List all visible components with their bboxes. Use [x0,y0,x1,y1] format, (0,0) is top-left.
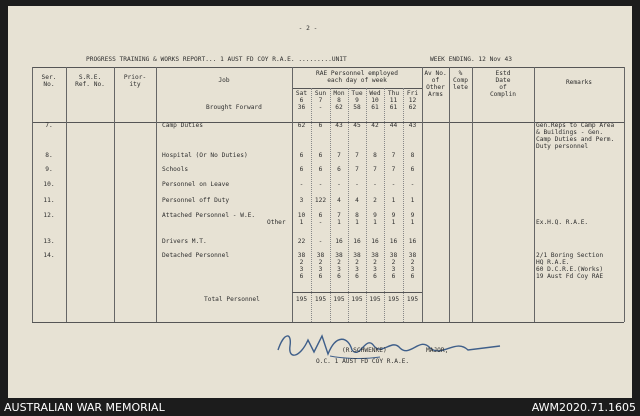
row-day-value: 3 [410,266,415,273]
row-remarks: Camp Duties and Perm. [536,136,615,143]
row-ser-no: 14. [43,252,55,259]
column-divider [624,67,625,322]
row-day-value: 6 [318,212,323,219]
week-ending: WEEK ENDING. 12 Nov 43 [430,56,512,63]
row-job: Personnel off Duty [162,197,230,204]
header-day: 8 [337,97,341,104]
row-day-value: 2 [391,259,396,266]
row-job: Drivers M.T. [162,238,207,245]
signatory-name: (R.SCHWENKE) [342,347,387,354]
header-day: 9 [355,97,359,104]
row-day-value: 16 [389,238,398,245]
header-day: Wed [369,90,381,97]
row-ser-no: 10. [43,181,55,188]
row-job: Attached Personnel - W.E. [162,212,256,219]
row-day-value: 58 [353,104,361,111]
row-day-value: 2 [299,259,304,266]
row-day-value: 42 [371,122,379,129]
row-remarks: 19 Aust Fd Coy RAE [536,273,604,280]
column-divider [114,67,115,322]
header-day: 10 [371,97,379,104]
row-remarks: & Buildings - Gen. [536,129,604,136]
row-day-value: 38 [335,252,343,259]
column-divider [534,67,535,322]
row-day-value: - [355,181,359,188]
total-label: Total Personnel [204,296,260,303]
row-day-value: 1 [355,219,359,226]
row-day-value: 4 [337,197,341,204]
column-divider [156,67,157,322]
header-av-no: of [431,77,440,84]
row-job: Schools [162,166,189,173]
row-remarks: HQ R.A.E. [536,259,570,266]
column-divider [422,67,423,322]
header-day: Sun [314,90,327,97]
row-day-value: 6 [337,166,341,173]
row-day-value: 43 [408,122,417,129]
table-top-rule [32,67,624,68]
row-day-value: - [318,104,323,111]
column-divider [449,67,450,322]
row-day-value: 7 [337,152,341,159]
header-day: Mon [333,90,345,97]
row-job: Personnel on Leave [162,181,230,188]
row-day-value: - [299,181,304,188]
row-day-value: 6 [299,152,304,159]
page-number: - 2 - [298,25,318,32]
row-day-value: 62 [297,122,306,129]
row-day-value: 38 [316,252,325,259]
row-day-value: 6 [410,166,415,173]
header-day: 7 [318,97,323,104]
header-job: Job [218,77,230,84]
header-ser-no: No. [43,81,55,88]
row-day-value: 6 [318,273,323,280]
row-day-value: 8 [355,212,359,219]
row-day-value: 1 [337,219,341,226]
header-percent-complete: % [458,70,463,77]
report-title: PROGRESS TRAINING & WORKS REPORT... 1 AUST FD COY R.A.E. .........UNIT [86,56,347,63]
row-day-value: 9 [410,212,415,219]
header-day: 6 [299,97,304,104]
row-day-value: 8 [373,152,377,159]
row-job: Brought Forward [206,104,262,111]
row-day-value: 8 [410,152,415,159]
row-day-value: 6 [391,273,396,280]
row-day-value: 44 [389,122,398,129]
row-day-value: 10 [297,212,306,219]
row-day-value: 38 [353,252,361,259]
row-remarks: Ex.H.Q. R.A.E. [536,219,589,226]
header-percent-complete: lete [453,84,468,91]
row-day-value: - [318,181,323,188]
row-day-value: 6 [318,166,323,173]
header-day: Tue [351,90,363,97]
header-estd-date: of [499,84,507,91]
row-day-value: 61 [389,104,398,111]
row-day-value: 16 [408,238,417,245]
footer-right: AWM2020.71.1605 [531,401,636,414]
row-day-value: 6 [299,166,304,173]
row-day-value: 38 [297,252,306,259]
row-day-value: 2 [337,259,341,266]
header-av-no: Av No. [424,70,447,77]
row-day-value: 7 [337,212,341,219]
footer-bar [0,398,640,416]
header-day: 12 [408,97,417,104]
row-day-value: - [373,181,377,188]
column-divider [32,67,33,322]
row-day-value: 1 [299,219,304,226]
row-day-value: 7 [391,152,396,159]
table-bottom-rule [32,322,624,323]
row-day-value: 6 [337,273,341,280]
row-day-value: 7 [391,166,396,173]
row-day-value: 3 [391,266,396,273]
row-day-value: 22 [297,238,306,245]
total-day-value: 195 [333,296,345,303]
row-day-value: 38 [408,252,417,259]
row-day-value: 45 [353,122,361,129]
row-day-value: 2 [318,259,323,266]
header-priority: Prior- [123,74,147,81]
header-estd-date: Estd [495,70,511,77]
row-job-sub: Other [267,219,286,226]
row-day-value: 3 [318,266,323,273]
header-rae-personnel: RAE Personnel employed [316,70,398,77]
header-ser-no: Ser. [41,74,57,81]
header-av-no: Arms [428,91,443,98]
header-day: Sat [295,90,308,97]
row-day-value: 6 [318,152,323,159]
row-day-value: 38 [371,252,379,259]
header-percent-complete: Comp [453,77,468,84]
header-estd-date: Complin [489,91,517,98]
row-ser-no: 12. [43,212,55,219]
header-priority: ity [129,81,141,88]
row-remarks: 2/1 Boring Section [536,252,604,259]
row-day-value: 6 [355,273,359,280]
row-ser-no: 13. [43,238,55,245]
row-day-value: - [391,181,396,188]
row-day-value: 122 [314,197,327,204]
header-sre-ref: S.R.E. [78,74,102,81]
row-day-value: - [318,219,323,226]
row-day-value: 2 [373,259,377,266]
row-day-value: 1 [410,219,415,226]
total-day-value: 195 [387,296,400,303]
row-job: Hospital (Or No Duties) [162,152,248,159]
row-job: Detached Personnel [162,252,230,259]
row-day-value: 38 [389,252,398,259]
row-day-value: 61 [371,104,379,111]
row-day-value: 6 [299,273,304,280]
row-ser-no: 11. [43,197,55,204]
total-rule [292,292,422,293]
row-day-value: 9 [373,212,377,219]
row-day-value: 1 [373,219,377,226]
row-day-value: 16 [353,238,361,245]
row-day-value: 6 [410,273,415,280]
signatory-rank: MAJOR, [426,347,449,354]
row-day-value: 62 [335,104,343,111]
row-day-value: 36 [297,104,306,111]
row-day-value: 16 [371,238,379,245]
row-day-value: 2 [373,197,377,204]
row-day-value: 16 [335,238,343,245]
header-rae-personnel: each day of week [327,77,387,84]
row-ser-no: 8. [45,152,53,159]
footer-left: AUSTRALIAN WAR MEMORIAL [4,401,165,414]
header-estd-date: Date [495,77,511,84]
row-day-value: 3 [299,197,304,204]
header-av-no: Other [426,84,445,91]
row-day-value: 4 [355,197,359,204]
header-day: Thu [387,90,400,97]
row-remarks: 60 D.C.R.E.(Works) [536,266,604,273]
row-remarks: Duty personnel [536,143,589,150]
row-day-value: 6 [318,122,323,129]
row-day-value: 7 [373,166,377,173]
row-ser-no: 7. [45,122,53,129]
total-day-value: 195 [314,296,327,303]
total-day-value: 195 [295,296,308,303]
header-day: Fri [406,90,419,97]
row-day-value: - [410,181,415,188]
row-remarks: Gen.Reps to Camp Area [536,122,615,129]
row-day-value: 1 [391,197,396,204]
header-remarks: Remarks [565,79,593,86]
row-day-value: 3 [337,266,341,273]
row-day-value: 3 [373,266,377,273]
total-day-value: 195 [369,296,381,303]
row-day-value: - [337,181,341,188]
row-day-value: 2 [355,259,359,266]
row-ser-no: 9. [45,166,53,173]
row-day-value: 62 [408,104,417,111]
row-day-value: 6 [373,273,377,280]
column-divider [472,67,473,322]
total-day-value: 195 [406,296,419,303]
row-day-value: 1 [391,219,396,226]
header-day: 11 [389,97,398,104]
row-day-value: 2 [410,259,415,266]
column-divider [66,67,67,322]
total-day-value: 195 [351,296,363,303]
row-day-value: 43 [335,122,343,129]
row-day-value: 7 [355,166,359,173]
row-day-value: 1 [410,197,415,204]
header-sre-ref: Ref. No. [75,81,105,88]
row-day-value: 9 [391,212,396,219]
row-job: Camp Duties [162,122,203,129]
row-day-value: 3 [299,266,304,273]
row-day-value: 3 [355,266,359,273]
row-day-value: 7 [355,152,359,159]
row-day-value: - [318,238,323,245]
document-sheet [8,6,632,398]
signatory-title: O.C. 1 AUST FD COY R.A.E. [316,358,410,365]
